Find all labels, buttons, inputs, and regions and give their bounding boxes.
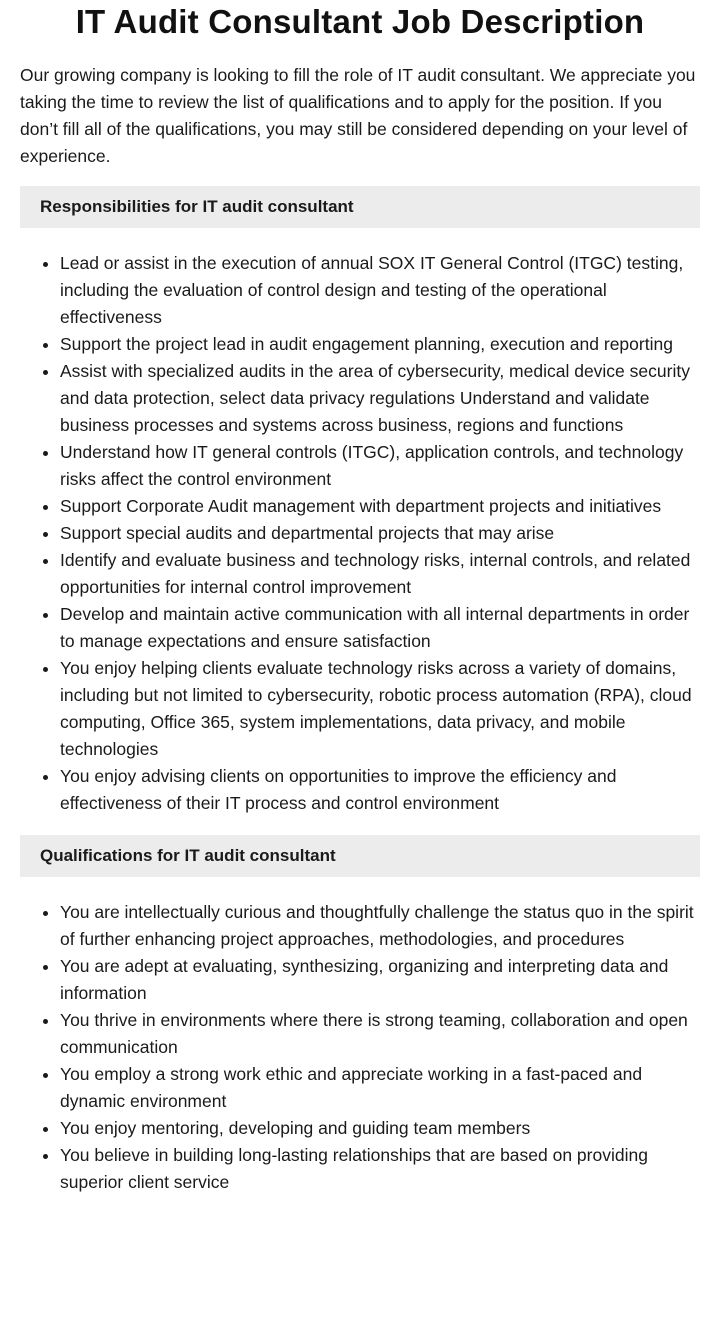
page-title: IT Audit Consultant Job Description xyxy=(75,3,645,40)
responsibilities-heading: Responsibilities for IT audit consultant xyxy=(20,186,700,228)
list-item: • Support Corporate Audit management with department projects and initiatives xyxy=(60,493,700,520)
list-item: • You enjoy mentoring, developing and guiding team members xyxy=(60,1115,700,1142)
list-item: • Assist with specialized audits in the area of cybersecurity, medical device security and data protection, select data privacy regulations Understand and validate business processes and systems across business, regions and functions xyxy=(60,358,700,439)
qualifications-list xyxy=(20,899,700,1196)
list-item: • You believe in building long-lasting relationships that are based on providing superior client service xyxy=(60,1142,700,1196)
list-item: • You enjoy helping clients evaluate technology risks across a variety of domains, including but not limited to cybersecurity, robotic process automation (RPA), cloud computing, Office 365, system implementations, data privacy, and mobile technologies xyxy=(60,655,700,763)
list-item: • Support special audits and departmental projects that may arise xyxy=(60,520,700,547)
list-item: • You are adept at evaluating, synthesizing, organizing and interpreting data and information xyxy=(60,953,700,1007)
list-item: • You are intellectually curious and thoughtfully challenge the status quo in the spirit of further enhancing project approaches, methodologies, and procedures xyxy=(60,899,700,953)
list-item: • You employ a strong work ethic and appreciate working in a fast-paced and dynamic environment xyxy=(60,1061,700,1115)
list-item: • Understand how IT general controls (ITGC), application controls, and technology risks affect the control environment xyxy=(60,439,700,493)
list-item: • Support the project lead in audit engagement planning, execution and reporting xyxy=(60,331,700,358)
list-item: • Identify and evaluate business and technology risks, internal controls, and related opportunities for internal control improvement xyxy=(60,547,700,601)
qualifications-heading: Qualifications for IT audit consultant xyxy=(20,835,700,877)
list-item: • You thrive in environments where there is strong teaming, collaboration and open communication xyxy=(60,1007,700,1061)
list-item: • You enjoy advising clients on opportunities to improve the efficiency and effectiveness of their IT process and control environment xyxy=(60,763,700,817)
list-item: • Lead or assist in the execution of annual SOX IT General Control (ITGC) testing, including the evaluation of control design and testing of the operational effectiveness xyxy=(60,250,700,331)
responsibilities-list xyxy=(20,250,700,817)
intro-paragraph: Our growing company is looking to fill the role of IT audit consultant. We appreciate you taking the time to review the list of qualifications and to apply for the position. If you don’t fill all of the qualifications, you may still be considered depending on your level of experience. xyxy=(20,65,696,166)
list-item: • Develop and maintain active communication with all internal departments in order to manage expectations and ensure satisfaction xyxy=(60,601,700,655)
